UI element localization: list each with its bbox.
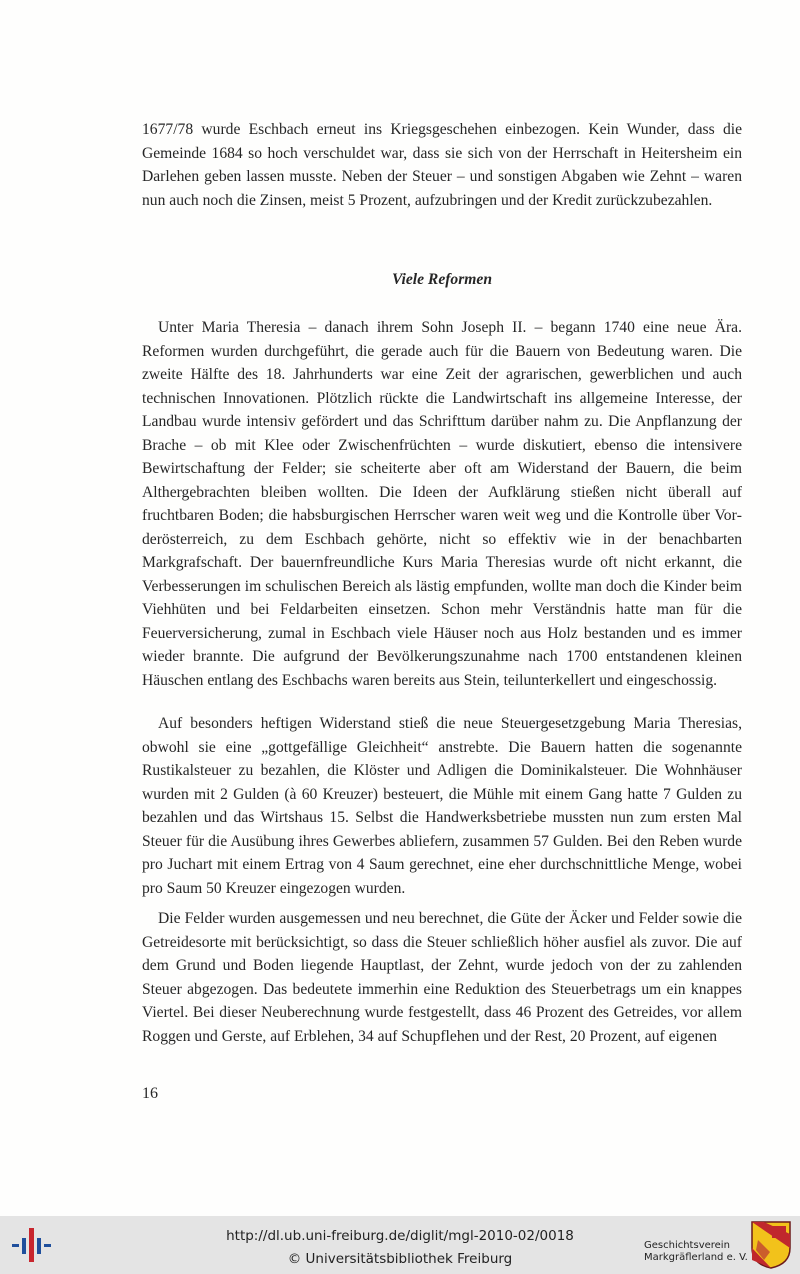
footer-bar bbox=[0, 1216, 800, 1274]
paragraph-2: Unter Maria Theresia – danach ihrem Sohn Joseph II. – begann 1740 eine neue Ära. Reformen wurden durchgeführt, die gerade auch für die Bauern von Bedeutung waren. Die zweite Hälfte des 18. Jahrhunderts war eine Zeit der agrarischen, gewerblichen und auch technischen Innovationen. Plötzlich rückte die Landwirtschaft ins allgemeine Interesse, der Landbau wurde intensiv gefördert und das Schrifttum darüber nahm zu. Die Anpflanzung der Brache – ob mit Klee oder Zwischenfrüchten – wurde diskutiert, ebenso die intensivere Bewirtschaftung der Felder; sie scheiterte aber oft am Widerstand der Bauern, die beim Althergebrachten bleiben wollten. Die Ideen der Aufklärung stießen nicht überall auf fruchtbaren Boden; die habsburgischen Herrscher waren weit weg und die Kontrolle über Vorderösterreich, zu dem Eschbach gehörte, nicht so effektiv wie in der benachbarten Markgrafschaft. Der bauernfreundliche Kurs Maria Theresias wurde oft nicht erkannt, die Verbesserungen im schulischen Bereich als lästig empfunden, wollte man doch die Kinder beim Viehhüten und bei Feldarbeiten einsetzen. Schon mehr Verständnis hatte man für die Feuerversicherung, zumal in Eschbach viele Häuser noch aus Holz bestanden und es immer wieder brannte. Die aufgrund der Bevölkerungszunahme nach 1700 entstandenen kleinen Häuschen entlang des Eschbachs waren bereits aus Stein, teilunterkellert und eingeschossig. bbox=[142, 319, 742, 689]
society-line-2: Markgräflerland e. V. bbox=[644, 1252, 748, 1263]
copyright-text: © Universitätsbibliothek Freiburg bbox=[287, 1251, 513, 1267]
paragraph-3: Auf besonders heftigen Widerstand stieß die neue Steuergesetzgebung Maria Theresias, obwohl sie eine „gottgefällige Gleichheit“ anstrebte. Die Bauern hatten die sogenannte Rustikalsteuer zu bezahlen, die Klöster und Adligen die Dominikalsteuer. Die Wohnhäuser wurden mit 2 Gulden (à 60 Kreuzer) besteuert, die Mühle mit einem Gang hatte 7 Gulden zu bezahlen und das Wirtshaus 15. Selbst die Handwerksbetriebe mussten nun zum ersten Mal Steuer für die Ausübung ihres Gewerbes abliefern, zusammen 57 Gulden. Bei den Reben wurde pro Juchart mit einem Ertrag von 4 Saum gerechnet, eine eher durchschnittliche Menge, wobei pro Saum 50 Kreuzer eingezogen wurden. bbox=[142, 715, 742, 897]
society-line-1: Geschichtsverein bbox=[644, 1240, 730, 1251]
source-url-link[interactable]: http://dl.ub.uni-freiburg.de/diglit/mgl-2010-02/0018 bbox=[226, 1228, 574, 1244]
paragraph-4: Die Felder wurden ausgemessen und neu berechnet, die Güte der Äcker und Felder sowie die Getreidesorte mit berücksichtigt, so dass die Steuer schließlich höher ausfiel als zuvor. Die auf dem Grund und Boden liegende Hauptlast, der Zehnt, wurde jedoch von der zu zahlenden Steuer abgezogen. Das bedeutete immerhin eine Reduktion des Steuerbetrags um ein knappes Viertel. Bei dieser Neuberechnung wurde festgestellt, dass 46 Prozent des Getreides, vor allem Roggen und Gerste, auf Erblehen, 34 auf Schupflehen und der Rest, 20 Prozent, auf eigenen bbox=[142, 910, 742, 1045]
page-number: 16 bbox=[142, 1085, 158, 1102]
coat-of-arms-icon bbox=[750, 1220, 792, 1270]
section-heading: Viele Reformen bbox=[391, 271, 493, 288]
society-name bbox=[644, 1240, 748, 1264]
paragraph-1: 1677/78 wurde Eschbach erneut ins Kriegsgeschehen einbezogen. Kein Wunder, dass die Gemeinde 1684 so hoch verschuldet war, dass sie sich von der Herrschaft in Heitersheim ein Darlehen geben lassen musste. Neben der Steuer – und sonstigen Abgaben wie Zehnt – waren nun auch noch die Zinsen, meist 5 Prozent, aufzubringen und der Kredit zurückzubezahlen. bbox=[142, 121, 742, 209]
